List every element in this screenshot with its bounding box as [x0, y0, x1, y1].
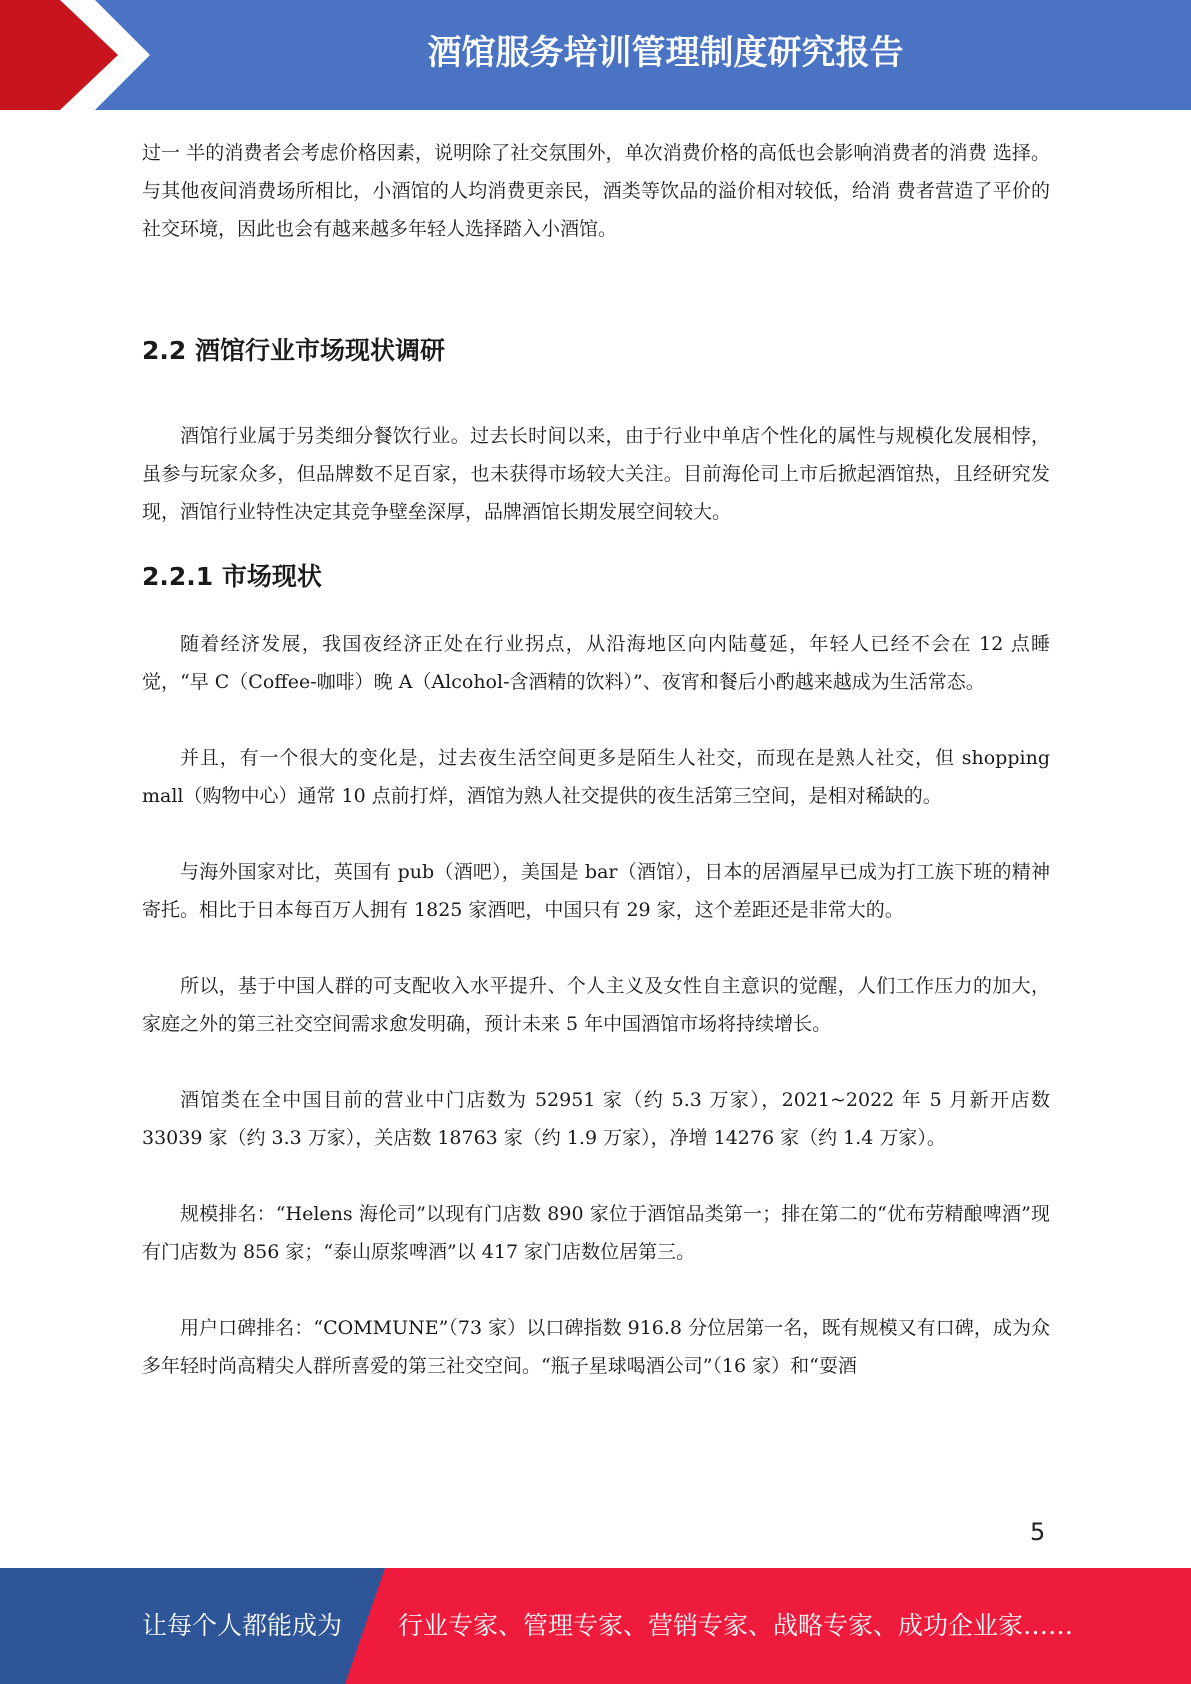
subsection-heading: 2.2.1 市场现状: [142, 562, 322, 591]
document-title: 酒馆服务培训管理制度研究报告: [427, 33, 904, 73]
body-paragraph: 酒馆类在全中国目前的营业中门店数为 52951 家（约 5.3 万家），2021~2022 年 5 月新开店数 33039 家（约 3.3 万家），关店数 18763 家（约 1.9 万家），净增 14276 家（约 1.4 万家）。: [142, 1089, 1050, 1149]
page-number: 5: [1030, 1518, 1046, 1546]
page-header: [0, 0, 1191, 110]
footer-slogan-left: 让每个人都能成为: [142, 1611, 343, 1640]
page-footer: [0, 1568, 1191, 1684]
body-paragraph: 与海外国家对比，英国有 pub（酒吧），美国是 bar（酒馆），日本的居酒屋早已成为打工族下班的精神寄托。相比于日本每百万人拥有 1825 家酒吧，中国只有 29 家，这个差距还是非常大的。: [142, 861, 1050, 921]
body-paragraph: 用户口碑排名：“COMMUNE”（73 家）以口碑指数 916.8 分位居第一名，既有规模又有口碑，成为众多年轻时尚高精尖人群所喜爱的第三社交空间。“瓶子星球喝酒公司”（16 家）和“耍酒: [142, 1317, 1050, 1377]
body-paragraph: 随着经济发展，我国夜经济正处在行业拐点，从沿海地区向内陆蔓延，年轻人已经不会在 12 点睡觉，“早 C（Coffee-咖啡）晚 A（Alcohol-含酒精的饮料）”、夜宵和餐后小酌越来越成为生活常态。: [142, 633, 1050, 693]
document-body: [142, 134, 1050, 1385]
intro-paragraph: 过一 半的消费者会考虑价格因素，说明除了社交氛围外，单次消费价格的高低也会影响消费者的消费 选择。与其他夜间消费场所相比，小酒馆的人均消费更亲民，酒类等饮品的溢价相对较低，给消 费者营造了平价的社交环境，因此也会有越来越多年轻人选择踏入小酒馆。: [142, 142, 1050, 240]
body-paragraph: 并且，有一个很大的变化是，过去夜生活空间更多是陌生人社交，而现在是熟人社交，但 shopping mall（购物中心）通常 10 点前打烊，酒馆为熟人社交提供的夜生活第三空间，是相对稀缺的。: [142, 747, 1050, 807]
section-heading: 2.2 酒馆行业市场现状调研: [142, 336, 445, 365]
section-paragraph: 酒馆行业属于另类细分餐饮行业。过去长时间以来，由于行业中单店个性化的属性与规模化发展相悖，虽参与玩家众多，但品牌数不足百家，也未获得市场较大关注。目前海伦司上市后掀起酒馆热，且经研究发现，酒馆行业特性决定其竞争壁垒深厚，品牌酒馆长期发展空间较大。: [142, 425, 1050, 523]
body-paragraph: 所以，基于中国人群的可支配收入水平提升、个人主义及女性自主意识的觉醒，人们工作压力的加大，家庭之外的第三社交空间需求愈发明确，预计未来 5 年中国酒馆市场将持续增长。: [142, 975, 1050, 1035]
footer-slogan-right: 行业专家、管理专家、营销专家、战略专家、成功企业家……: [398, 1611, 1074, 1640]
body-paragraph: 规模排名：“Helens 海伦司”以现有门店数 890 家位于酒馆品类第一；排在第二的“优布劳精酿啤酒”现有门店数为 856 家；“泰山原浆啤酒”以 417 家门店数位居第三。: [142, 1203, 1050, 1263]
